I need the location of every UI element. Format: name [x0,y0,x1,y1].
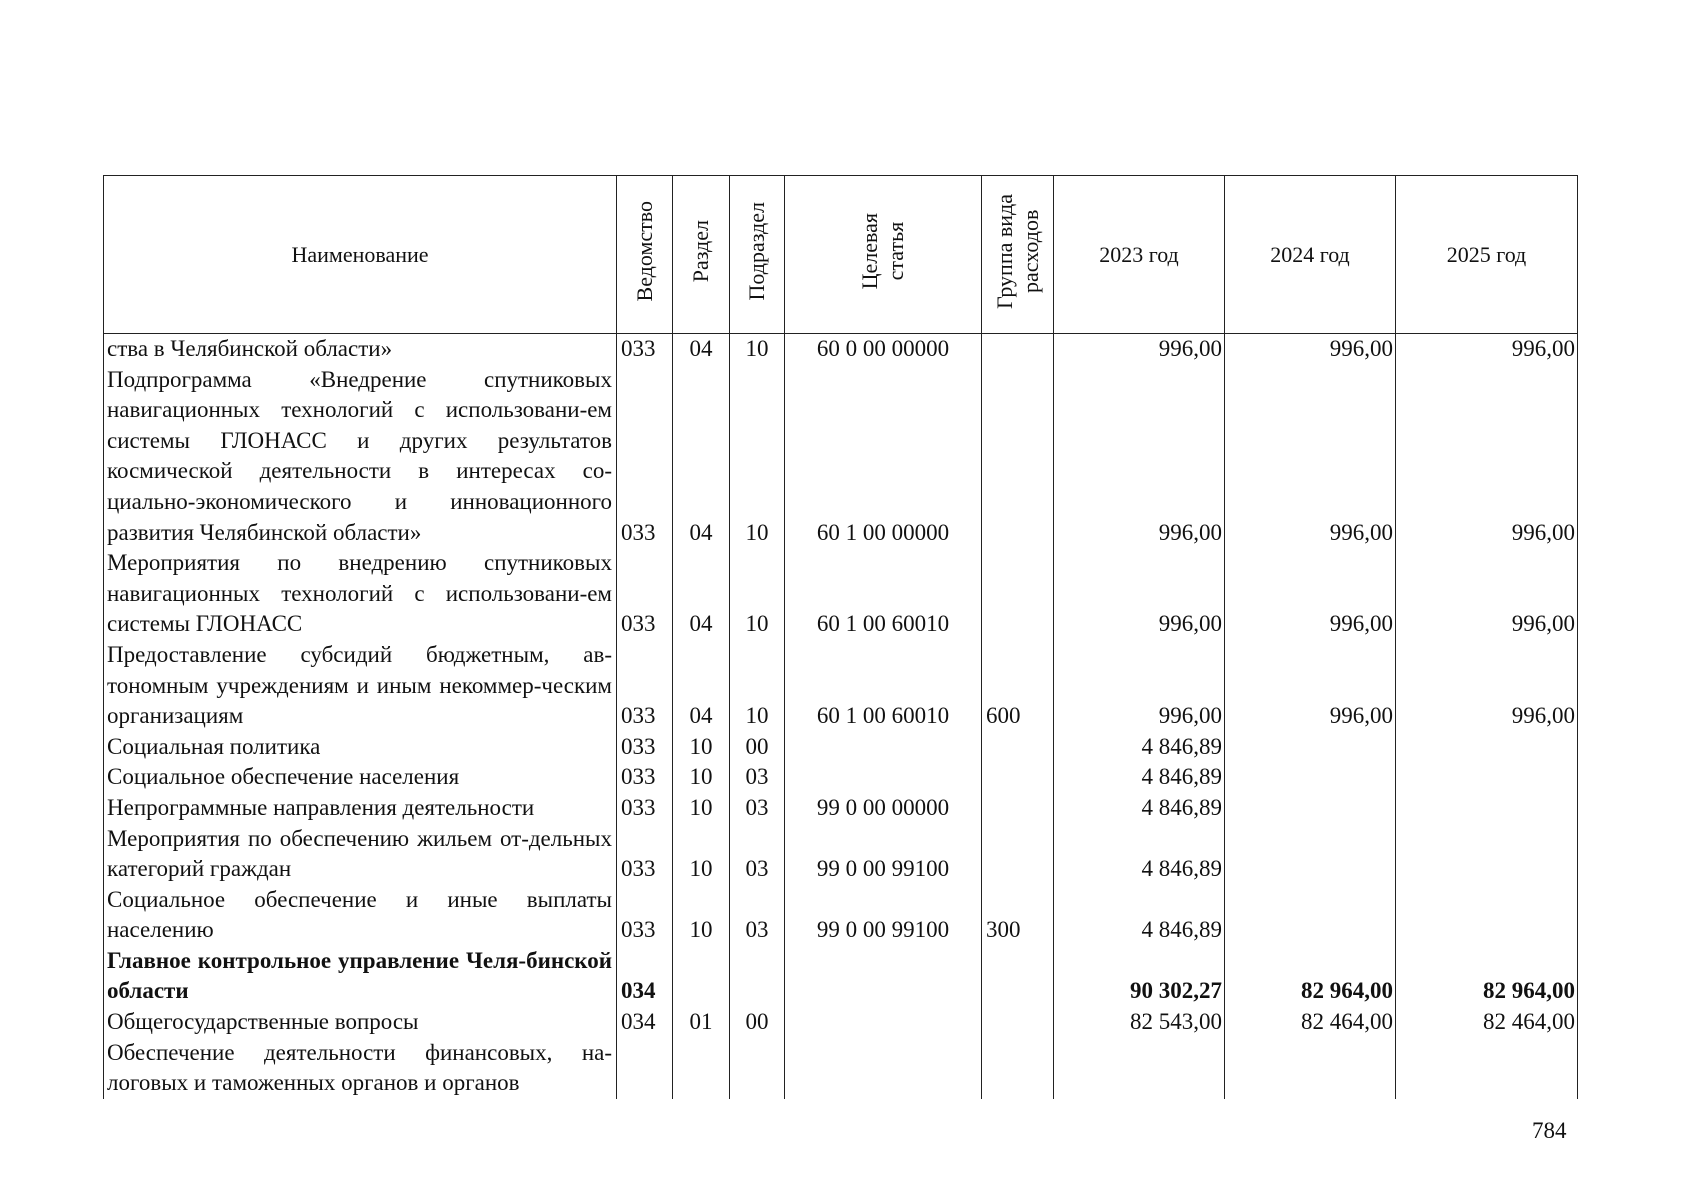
cell-section: 04 [673,548,730,640]
cell-2023: 82 543,00 [1054,1007,1225,1038]
cell-2024 [1225,1038,1396,1099]
cell-dept: 033 [617,793,673,824]
cell-section: 10 [673,793,730,824]
table-row [104,640,1578,732]
cell-2024: 996,00 [1225,365,1396,549]
header-2023: 2023 год [1054,176,1225,334]
cell-target: 60 1 00 60010 [785,640,982,732]
header-name: Наименование [104,176,617,334]
cell-section [673,1038,730,1099]
cell-section: 04 [673,640,730,732]
table-row [104,762,1578,793]
cell-section: 10 [673,732,730,763]
cell-2025 [1396,885,1578,946]
table-row [104,334,1578,365]
cell-name: Главное контрольное управление Челя-бинской области [104,946,617,1007]
cell-dept: 033 [617,885,673,946]
cell-exptype [982,365,1054,549]
cell-section: 10 [673,762,730,793]
cell-exptype [982,793,1054,824]
cell-exptype [982,548,1054,640]
header-dept: Ведомство [617,176,673,334]
cell-2023: 996,00 [1054,365,1225,549]
cell-subsection: 10 [730,640,785,732]
cell-2025 [1396,824,1578,885]
cell-name: Социальная политика [104,732,617,763]
cell-target: 60 1 00 60010 [785,548,982,640]
cell-subsection: 00 [730,732,785,763]
cell-dept: 033 [617,334,673,365]
cell-2024 [1225,793,1396,824]
cell-subsection: 03 [730,793,785,824]
cell-exptype [982,824,1054,885]
cell-2023: 90 302,27 [1054,946,1225,1007]
cell-2023: 4 846,89 [1054,824,1225,885]
cell-section [673,946,730,1007]
cell-2025: 82 464,00 [1396,1007,1578,1038]
table-row [104,548,1578,640]
cell-2024: 996,00 [1225,334,1396,365]
cell-exptype [982,762,1054,793]
header-subsection: Подраздел [730,176,785,334]
cell-target [785,762,982,793]
cell-subsection: 03 [730,762,785,793]
cell-target [785,732,982,763]
cell-dept: 033 [617,365,673,549]
cell-subsection [730,1038,785,1099]
header-target: Целевая статья [785,176,982,334]
cell-dept [617,1038,673,1099]
cell-2024 [1225,824,1396,885]
cell-2025: 996,00 [1396,365,1578,549]
cell-2025 [1396,732,1578,763]
cell-2025: 996,00 [1396,640,1578,732]
cell-2024: 996,00 [1225,548,1396,640]
cell-2023: 996,00 [1054,640,1225,732]
cell-subsection: 10 [730,334,785,365]
cell-name: Обеспечение деятельности финансовых, на-логовых и таможенных органов и органов [104,1038,617,1099]
cell-2024 [1225,762,1396,793]
header-section: Раздел [673,176,730,334]
cell-target [785,1038,982,1099]
cell-name: Социальное обеспечение населения [104,762,617,793]
cell-2024: 996,00 [1225,640,1396,732]
cell-2025 [1396,1038,1578,1099]
cell-subsection: 00 [730,1007,785,1038]
cell-2025: 82 964,00 [1396,946,1578,1007]
cell-exptype: 600 [982,640,1054,732]
table-row [104,885,1578,946]
cell-target: 99 0 00 00000 [785,793,982,824]
cell-dept: 033 [617,732,673,763]
cell-name: ства в Челябинской области» [104,334,617,365]
cell-name: Мероприятия по обеспечению жильем от-дельных категорий граждан [104,824,617,885]
cell-dept: 033 [617,640,673,732]
table-row [104,1007,1578,1038]
budget-table [103,175,1578,1099]
page-number: 784 [1532,1118,1567,1143]
table-row [104,793,1578,824]
header-2024: 2024 год [1225,176,1396,334]
cell-subsection: 10 [730,548,785,640]
cell-exptype: 300 [982,885,1054,946]
cell-exptype [982,946,1054,1007]
cell-name: Социальное обеспечение и иные выплаты населению [104,885,617,946]
cell-2023: 4 846,89 [1054,793,1225,824]
cell-name: Предоставление субсидий бюджетным, ав-тономным учреждениям и иным некоммер-ческим организациям [104,640,617,732]
cell-target: 60 0 00 00000 [785,334,982,365]
cell-exptype [982,1007,1054,1038]
cell-2023: 4 846,89 [1054,885,1225,946]
cell-section: 04 [673,334,730,365]
cell-target: 99 0 00 99100 [785,885,982,946]
header-2025: 2025 год [1396,176,1578,334]
cell-target: 60 1 00 00000 [785,365,982,549]
cell-2023: 996,00 [1054,334,1225,365]
cell-exptype [982,1038,1054,1099]
cell-2023: 4 846,89 [1054,732,1225,763]
cell-section: 01 [673,1007,730,1038]
cell-section: 10 [673,824,730,885]
header-exptype: Группа вида расходов [982,176,1054,334]
cell-name: Мероприятия по внедрению спутниковых навигационных технологий с использовани-ем системы ГЛОНАСС [104,548,617,640]
table-row [104,824,1578,885]
cell-target: 99 0 00 99100 [785,824,982,885]
table-row [104,1038,1578,1099]
cell-2023: 4 846,89 [1054,762,1225,793]
cell-target [785,946,982,1007]
table-row [104,946,1578,1007]
cell-name: Общегосударственные вопросы [104,1007,617,1038]
cell-subsection: 03 [730,885,785,946]
cell-name: Подпрограмма «Внедрение спутниковых навигационных технологий с использовани-ем системы ГЛОНАСС и других результатов космической деятельности в интересах со-циально-экономического и инновационного развития Челябинской области» [104,365,617,549]
cell-name: Непрограммные направления деятельности [104,793,617,824]
cell-2025 [1396,793,1578,824]
cell-exptype [982,334,1054,365]
cell-2023: 996,00 [1054,548,1225,640]
cell-dept: 034 [617,946,673,1007]
table-header-row [104,176,1578,334]
cell-dept: 033 [617,548,673,640]
cell-subsection: 03 [730,824,785,885]
cell-2025 [1396,762,1578,793]
cell-dept: 033 [617,762,673,793]
cell-dept: 034 [617,1007,673,1038]
table-body [104,334,1578,1099]
cell-2024 [1225,885,1396,946]
cell-2024: 82 464,00 [1225,1007,1396,1038]
cell-target [785,1007,982,1038]
cell-2025: 996,00 [1396,548,1578,640]
cell-2025: 996,00 [1396,334,1578,365]
cell-subsection [730,946,785,1007]
cell-exptype [982,732,1054,763]
cell-2024: 82 964,00 [1225,946,1396,1007]
table-row [104,365,1578,549]
cell-section: 10 [673,885,730,946]
cell-dept: 033 [617,824,673,885]
cell-subsection: 10 [730,365,785,549]
table-row [104,732,1578,763]
cell-2023 [1054,1038,1225,1099]
cell-section: 04 [673,365,730,549]
cell-2024 [1225,732,1396,763]
